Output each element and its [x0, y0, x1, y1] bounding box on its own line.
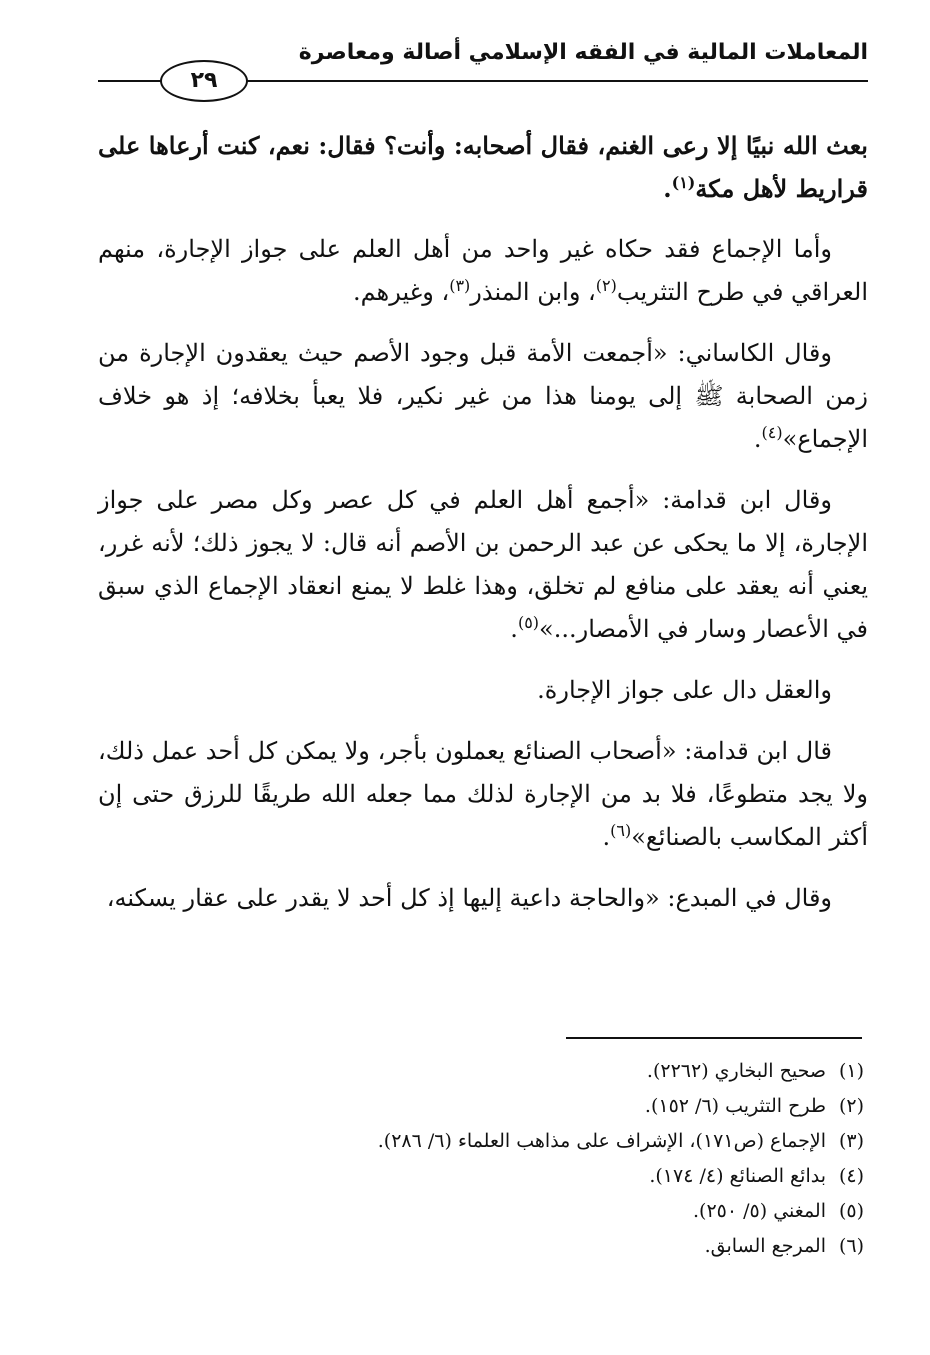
paragraph-text: ، وغيرهم. — [352, 278, 450, 306]
paragraph-tail: . — [510, 615, 518, 643]
footnote-ref-1: (١) — [671, 173, 696, 192]
main-text — [98, 124, 868, 938]
footnote-number: (٦) — [838, 1235, 864, 1257]
paragraph-reason — [98, 669, 868, 712]
footnote-text: صحيح البخاري (٢٢٦٢). — [646, 1060, 826, 1082]
paragraph-ijma — [98, 228, 868, 314]
footnote-number: (١) — [838, 1060, 864, 1082]
footnote-item — [164, 1194, 864, 1229]
footnote-number: (٣) — [838, 1130, 864, 1152]
footnote-item — [164, 1159, 864, 1194]
paragraph-tail: . — [602, 823, 611, 851]
footnote-text: بدائع الصنائع (٤/ ١٧٤). — [649, 1165, 826, 1187]
paragraph-text: وقال في المبدع: «والحاجة داعية إليها إذ كل أحد لا يقدر على عقار يسكنه، — [106, 884, 832, 912]
paragraph-text: ، وابن المنذر — [470, 278, 596, 306]
paragraph-tail: . — [753, 425, 762, 453]
paragraph-text: بعث الله نبيًا إلا رعى الغنم، فقال أصحابه: وأنت؟ فقال: نعم، كنت أرعاها على قراريط لأهل مكة — [98, 131, 868, 203]
footnote-ref-4: (٤) — [761, 423, 783, 442]
running-title: المعاملات المالية في الفقه الإسلامي أصالة ومعاصرة — [298, 40, 868, 65]
footnote-text: الإجماع (ص١٧١)، الإشراف على مذاهب العلماء (٦/ ٢٨٦). — [377, 1130, 826, 1152]
page-number: ٢٩ — [160, 60, 248, 102]
footnote-ref-2: (٢) — [595, 276, 617, 295]
paragraph-text: والعقل دال على جواز الإجارة. — [537, 676, 832, 704]
paragraph-kasani-quote — [98, 332, 868, 461]
footnote-item — [164, 1229, 864, 1264]
footnotes-list — [164, 1054, 864, 1264]
paragraph-ibn-qudamah-crafts — [98, 730, 868, 859]
footnote-item — [164, 1124, 864, 1159]
paragraph-text: وأما الإجماع فقد حكاه غير واحد من أهل العلم على جواز الإجارة، منهم العراقي في طرح التثريب — [98, 235, 868, 306]
footnote-number: (٢) — [838, 1095, 864, 1117]
footnote-text: طرح التثريب (٦/ ١٥٢). — [644, 1095, 826, 1117]
paragraph-text: وقال ابن قدامة: «أجمع أهل العلم في كل عصر وكل مصر على جواز الإجارة، إلا ما يحكى عن عبد الرحمن بن الأصم أنه قال: لا يجوز ذلك؛ لأنه غرر، يعني أنه يعقد على منافع لم تخلق، وهذا غلط لا يمنع انعقاد الإجماع الذي سبق في الأعصار وسار في الأمصار...» — [98, 486, 868, 643]
footnote-item — [164, 1054, 864, 1089]
paragraph-mubdi-quote — [98, 877, 868, 920]
footnote-item — [164, 1089, 864, 1124]
paragraph-tail: . — [663, 174, 672, 203]
footnote-ref-5: (٥) — [517, 613, 540, 632]
footnote-number: (٥) — [838, 1200, 864, 1222]
footnote-text: المغني (٥/ ٢٥٠). — [693, 1200, 826, 1222]
footnote-number: (٤) — [838, 1165, 864, 1187]
footnote-separator — [566, 1037, 862, 1039]
paragraph-text: قال ابن قدامة: «أصحاب الصنائع يعملون بأجر، ولا يمكن كل أحد عمل ذلك، ولا يجد متطوعًا، فلا بد من الإجارة لذلك مما جعله الله طريقًا للرزق حتى إن أكثر المكاسب بالصنائع» — [98, 737, 868, 851]
footnote-text: المرجع السابق. — [704, 1235, 826, 1257]
paragraph-text: وقال الكاساني: «أجمعت الأمة قبل وجود الأصم حيث يعقدون الإجارة من زمن الصحابة ﷺ إلى يومنا هذا من غير نكير، فلا يعبأ بخلافه؛ إذ هو خلاف الإجماع» — [98, 339, 868, 453]
footnote-ref-3: (٣) — [449, 276, 471, 295]
paragraph-hadith-continuation — [98, 124, 868, 210]
footnote-ref-6: (٦) — [610, 821, 632, 840]
paragraph-ibn-qudamah-quote — [98, 479, 868, 651]
